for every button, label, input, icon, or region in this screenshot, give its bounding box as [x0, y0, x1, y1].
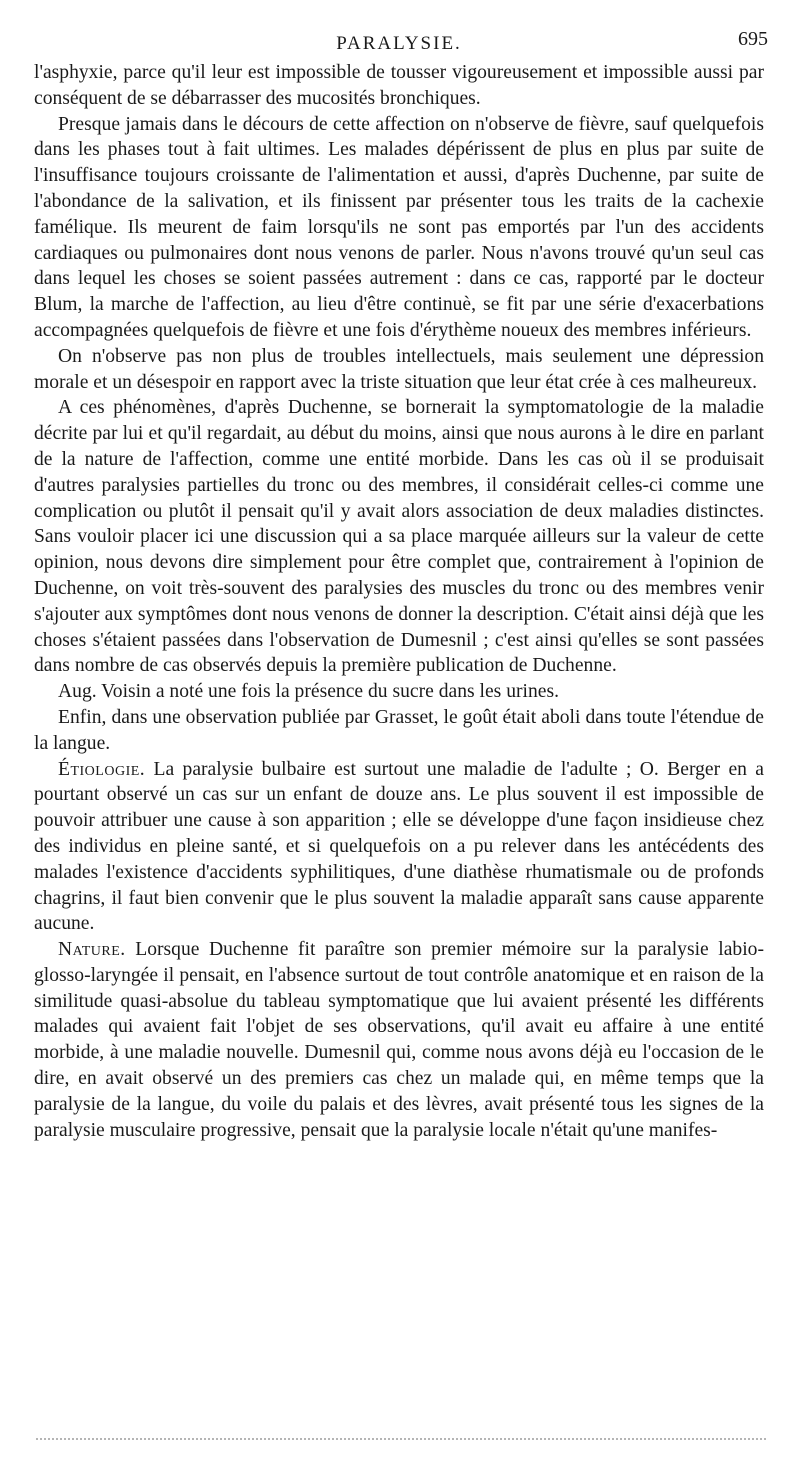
paragraph-grasset: Enfin, dans une observation publiée par Grasset, le goût était aboli dans toute l'étendue de la langue. [34, 706, 764, 754]
paragraph-etiologie-text: La paralysie bulbaire est surtout une maladie de l'adulte ; O. Berger en a pourtant observé un cas sur un enfant de douze ans. Le plus souvent il est impossible de pouvoir attribuer une cause à son apparition ; elle se développe d'une façon insidieuse chez des individus en pleine santé, et si quelquefois on a pu relever dans les antécédents des malades l'existence d'accidents syphilitiques, d'une diathèse rhumatismale ou de profonds chagrins, il faut bien convenir que le plus souvent la maladie apparaît sans cause apparente aucune. [34, 758, 764, 935]
body-text [34, 60, 764, 1143]
paragraph-fievre: Presque jamais dans le décours de cette affection on n'observe de fièvre, sauf quelquefois dans les phases tout à fait ultimes. Les malades dépérissent de plus en plus par suite de l'insuffisance toujours croissante de l'alimentation et aussi, d'après Duchenne, par suite de l'abondance de la salivation, et ils finissent par présenter tous les traits de la cachexie famélique. Ils meurent de faim lorsqu'ils ne sont pas emportés par l'un des accidents cardiaques ou pulmonaires dont nous venons de parler. Nous n'avons trouvé qu'un seul cas dans lequel les choses se soient passées autrement : dans ce cas, rapporté par le docteur Blum, la marche de l'affection, au lieu d'être continuè, se fit par une série d'exacerbations accompagnées quelquefois de fièvre et une fois d'érythème noueux des membres inférieurs. [34, 113, 764, 341]
paragraph-etiologie [34, 757, 764, 938]
paragraph-troubles-intellectuels: On n'observe pas non plus de troubles intellectuels, mais seulement une dépression morale et un désespoir en rapport avec la triste situation que leur état crée à ces malheureux. [34, 345, 764, 393]
footer-dotted-rule [36, 1438, 766, 1440]
paragraph-nature [34, 937, 764, 1143]
page-number: 695 [738, 28, 768, 50]
running-title: PARALYSIE. [336, 33, 462, 54]
book-page [34, 28, 768, 1143]
paragraph-symptomatologie: A ces phénomènes, d'après Duchenne, se bornerait la symptomatologie de la maladie décrite par lui et qu'il regardait, au début du moins, ainsi que nous aurons à le dire en parlant de la nature de l'affection, comme une entité morbide. Dans les cas où il se produisait d'autres paralysies partielles du tronc ou des membres, il considérait celles-ci comme une complication ou plutôt il pensait qu'il y avait alors association de deux maladies distinctes. Sans vouloir placer ici une discussion qui a sa place marquée ailleurs sur la valeur de cette opinion, nous devons dire simplement pour être complet que, contrairement à l'opinion de Duchenne, on voit très-souvent des paralysies des muscles du tronc ou des membres venir s'ajouter aux symptômes dont nous venons de donner la description. C'était ainsi déjà que les choses s'étaient passées dans l'observation de Dumesnil ; c'est ainsi qu'elles se sont passées dans nombre de cas observés depuis la première publication de Duchenne. [34, 397, 764, 677]
paragraph-voisin: Aug. Voisin a noté une fois la présence du sucre dans les urines. [58, 681, 559, 703]
paragraph-nature-text: Lorsque Duchenne fit paraître son premier mémoire sur la paralysie labio-glosso-laryngée il pensait, en l'absence surtout de tout contrôle anatomique et en raison de la similitude quasi-absolue du tableau symptomatique que lui avaient présenté les différents malades qui avaient fait l'objet de ses observations, qu'il avait eu affaire à une entité morbide, à une maladie nouvelle. Dumesnil qui, comme nous avons déjà eu l'occasion de le dire, en avait observé un des premiers cas chez un malade qui, en même temps que la paralysie de la langue, du voile du palais et des lèvres, avait présenté tous les signes de la paralysie musculaire progressive, pensait que la paralysie locale n'était qu'une manifes- [34, 939, 764, 1141]
paragraph-asphyxie: l'asphyxie, parce qu'il leur est impossible de tousser vigoureusement et impossible aussi par conséquent de se débarrasser des mucosités bronchiques. [34, 62, 764, 109]
section-heading-nature: Nature. [58, 939, 126, 961]
section-heading-etiologie: Étiologie. [58, 758, 146, 780]
page-header [34, 28, 768, 60]
